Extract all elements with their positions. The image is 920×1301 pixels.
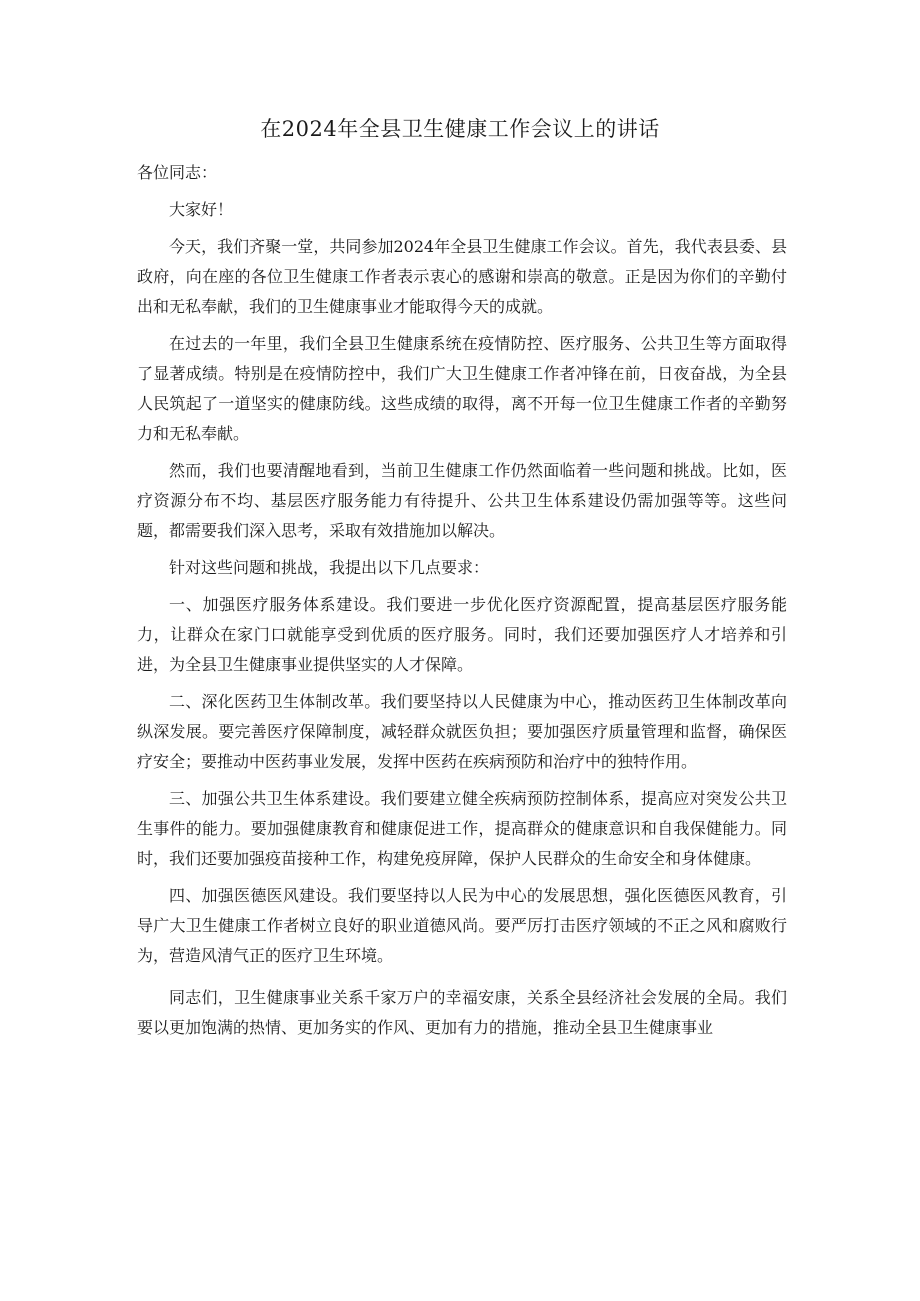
paragraph-closing: 同志们，卫生健康事业关系千家万户的幸福安康，关系全县经济社会发展的全局。我们要以更加饱满的热情、更加务实的作风、更加有力的措施，推动全县卫生健康事业 xyxy=(137,988,787,1037)
paragraph-requirement-2: 二、深化医药卫生体制改革。我们要坚持以人民健康为中心，推动医药卫生体制改革向纵深发展。要完善医疗保障制度，减轻群众就医负担；要加强医疗质量管理和监督，确保医疗安全；要推动中医药事业发展，发挥中医药在疾病预防和治疗中的独特作用。 xyxy=(137,692,787,771)
paragraph-challenges: 然而，我们也要清醒地看到，当前卫生健康工作仍然面临着一些问题和挑战。比如，医疗资源分布不均、基层医疗服务能力有待提升、公共卫生体系建设仍需加强等等。这些问题，都需要我们深入思考，采取有效措施加以解决。 xyxy=(137,461,787,540)
paragraph-achievements: 在过去的一年里，我们全县卫生健康系统在疫情防控、医疗服务、公共卫生等方面取得了显著成绩。特别是在疫情防控中，我们广大卫生健康工作者冲锋在前，日夜奋战，为全县人民筑起了一道坚实的健康防线。这些成绩的取得，离不开每一位卫生健康工作者的辛勤努力和无私奉献。 xyxy=(137,334,787,443)
document-title: 在2024年全县卫生健康工作会议上的讲话 xyxy=(260,117,660,141)
document-body xyxy=(137,158,787,1050)
paragraph-requirement-1: 一、加强医疗服务体系建设。我们要进一步优化医疗资源配置，提高基层医疗服务能力，让群众在家门口就能享受到优质的医疗服务。同时，我们还要加强医疗人才培养和引进，为全县卫生健康事业提供坚实的人才保障。 xyxy=(137,595,787,674)
paragraph-requirement-3: 三、加强公共卫生体系建设。我们要建立健全疾病预防控制体系，提高应对突发公共卫生事件的能力。要加强健康教育和健康促进工作，提高群众的健康意识和自我保健能力。同时，我们还要加强疫苗接种工作，构建免疫屏障，保护人民群众的生命安全和身体健康。 xyxy=(137,789,787,868)
paragraph-requirement-4: 四、加强医德医风建设。我们要坚持以人民为中心的发展思想，强化医德医风教育，引导广大卫生健康工作者树立良好的职业道德风尚。要严厉打击医疗领域的不正之风和腐败行为，营造风清气正的医疗卫生环境。 xyxy=(137,886,787,965)
salutation: 各位同志： xyxy=(137,163,218,182)
paragraph-greeting: 大家好！ xyxy=(169,200,234,219)
paragraph-requirements-intro: 针对这些问题和挑战，我提出以下几点要求： xyxy=(169,558,490,577)
paragraph-opening: 今天，我们齐聚一堂，共同参加2024年全县卫生健康工作会议。首先，我代表县委、县政府，向在座的各位卫生健康工作者表示衷心的感谢和崇高的敬意。正是因为你们的辛勤付出和无私奉献，我们的卫生健康事业才能取得今天的成就。 xyxy=(137,237,787,316)
